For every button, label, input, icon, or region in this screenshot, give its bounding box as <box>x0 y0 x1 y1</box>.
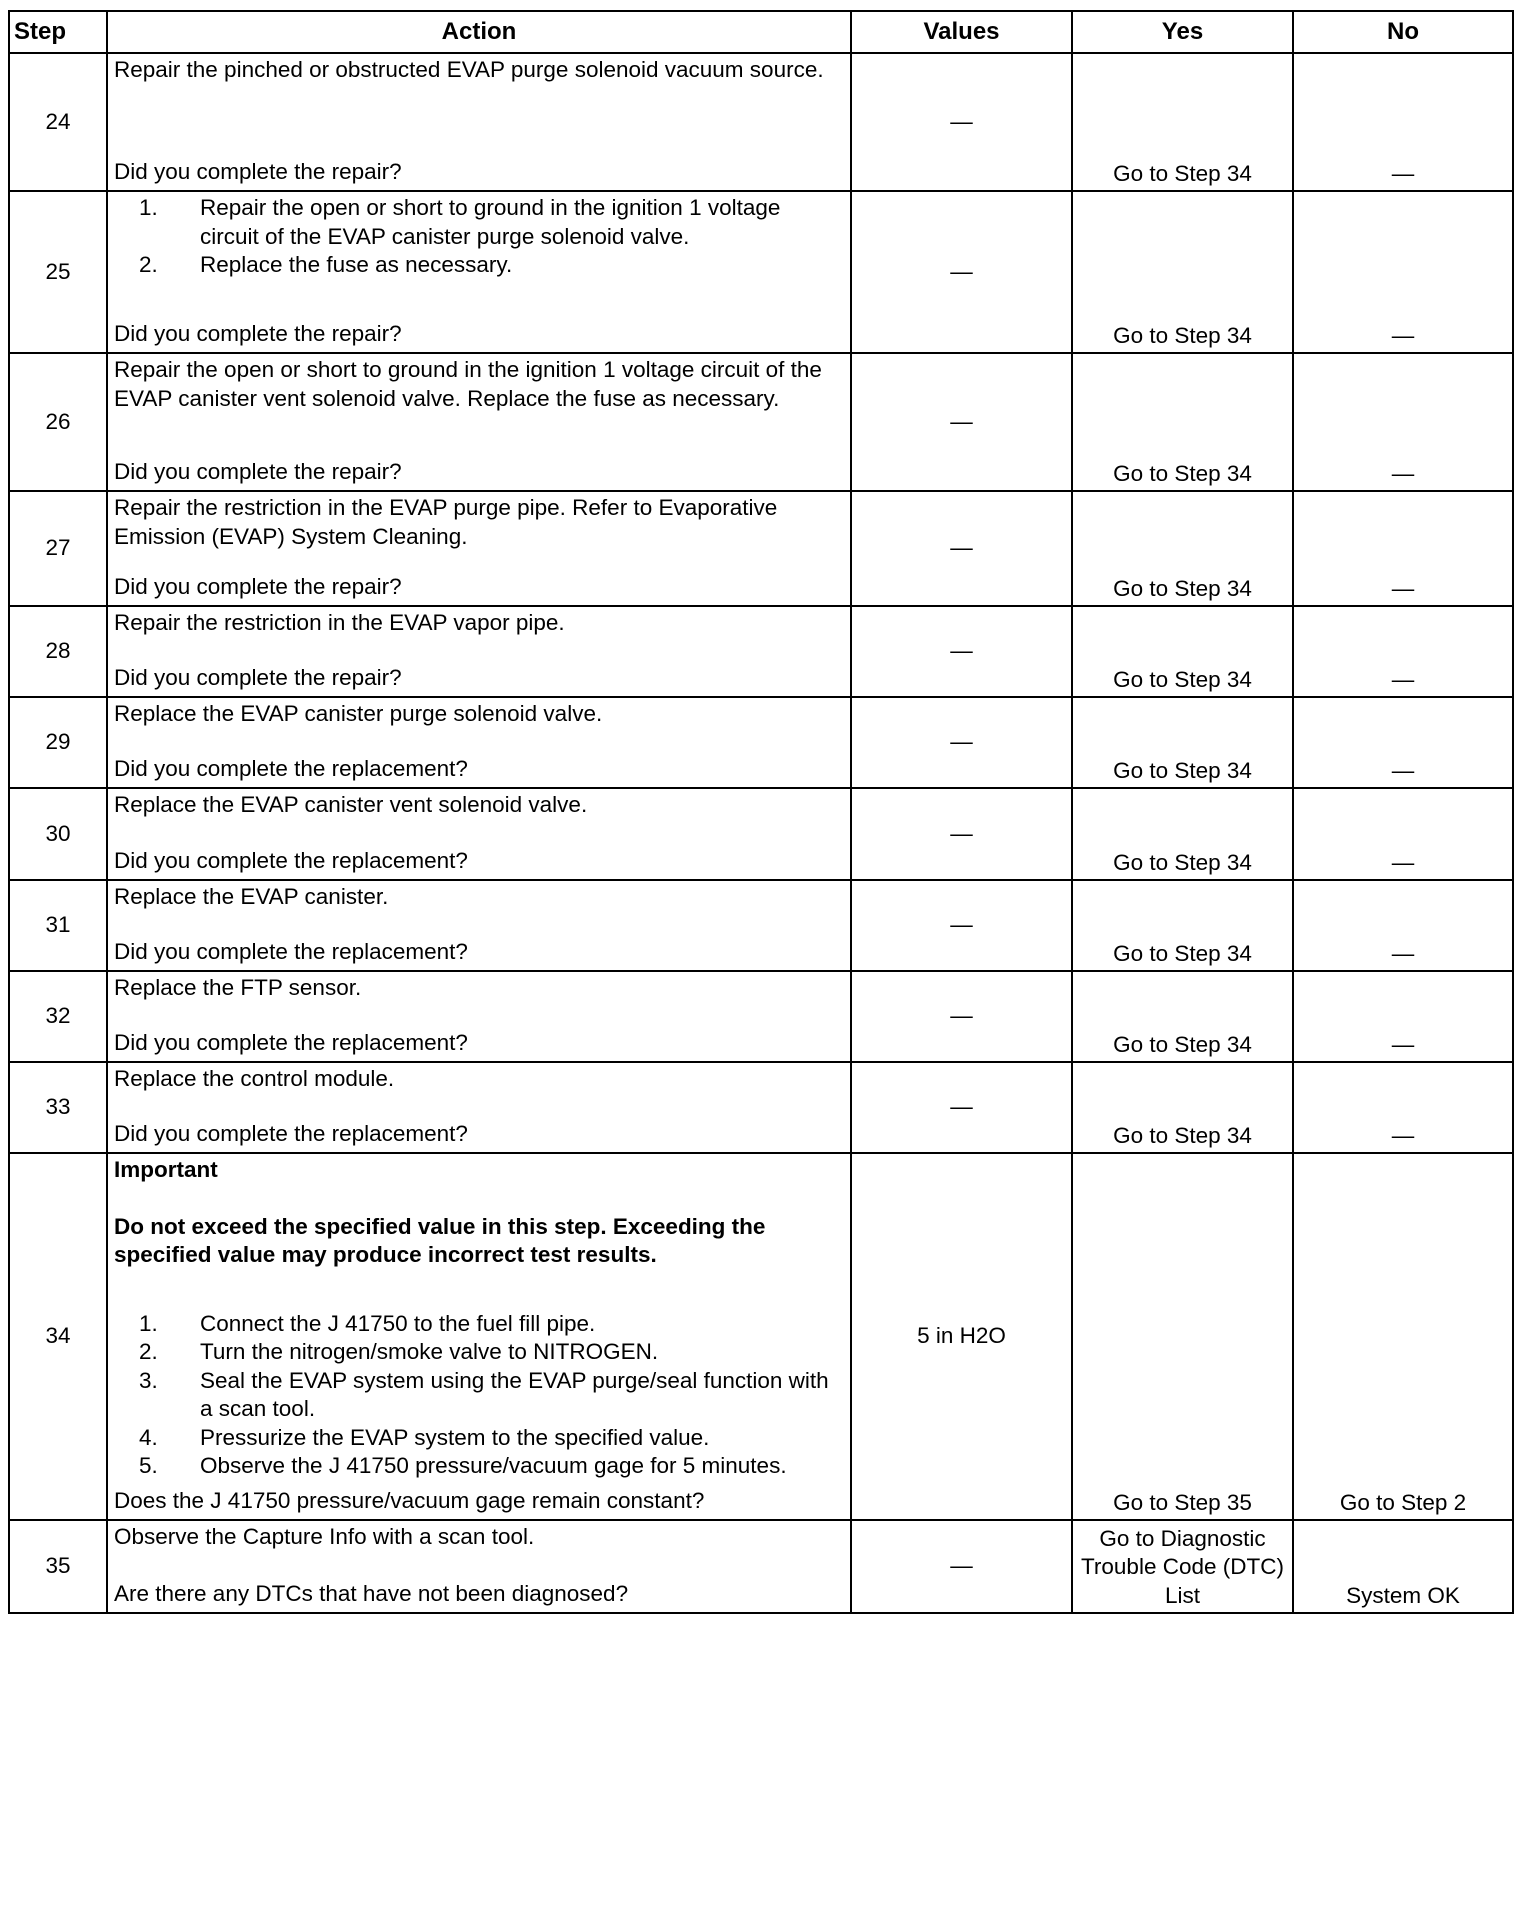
table-body <box>9 53 1513 1613</box>
step-number: 31 <box>9 880 107 971</box>
values-cell: 5 in H2O <box>851 1153 1072 1520</box>
values-cell: — <box>851 1520 1072 1613</box>
action-cell <box>107 1153 851 1520</box>
action-cell <box>107 788 851 880</box>
list-item: 1. Repair the open or short to ground in the ignition 1 voltage circuit of the EVAP canister purge solenoid valve. <box>164 194 844 251</box>
yes-cell <box>1072 788 1293 880</box>
no-cell <box>1293 971 1513 1062</box>
action-cell <box>107 606 851 697</box>
values-cell: — <box>851 191 1072 353</box>
no-cell <box>1293 191 1513 353</box>
yes-result: Go to Step 34 <box>1113 322 1252 348</box>
header-row <box>9 11 1513 53</box>
no-result: Go to Step 2 <box>1339 1489 1467 1515</box>
action-cell <box>107 1062 851 1153</box>
table-row <box>9 1062 1513 1153</box>
action-text: Replace the EVAP canister vent solenoid valve. <box>114 792 588 817</box>
no-cell <box>1293 353 1513 491</box>
yes-cell <box>1072 1520 1293 1613</box>
yes-result: Go to Step 34 <box>1113 460 1252 486</box>
action-text: Repair the pinched or obstructed EVAP purge solenoid vacuum source. <box>114 57 824 82</box>
no-result: — <box>1391 849 1415 875</box>
header-yes: Yes <box>1072 11 1293 53</box>
no-result: — <box>1391 322 1415 348</box>
action-question: Did you complete the replacement? <box>114 1120 468 1146</box>
list-item: 2. Turn the nitrogen/smoke valve to NITROGEN. <box>164 1338 844 1367</box>
no-cell <box>1293 1062 1513 1153</box>
table-row <box>9 697 1513 788</box>
no-result: — <box>1391 1122 1415 1148</box>
action-steps-list <box>114 194 844 280</box>
action-text: Repair the open or short to ground in the ignition 1 voltage circuit of the EVAP canister vent solenoid valve. Replace the fuse as necessary. <box>114 357 822 411</box>
action-cell <box>107 697 851 788</box>
important-text: Do not exceed the specified value in this step. Exceeding the specified value may produce incorrect test results. <box>114 1213 766 1267</box>
table-row <box>9 971 1513 1062</box>
action-steps-list <box>114 1310 844 1481</box>
action-cell <box>107 971 851 1062</box>
yes-result: Go to Step 34 <box>1113 575 1252 601</box>
yes-cell <box>1072 53 1293 191</box>
step-number: 25 <box>9 191 107 353</box>
action-text: Repair the restriction in the EVAP vapor pipe. <box>114 610 565 635</box>
step-number: 33 <box>9 1062 107 1153</box>
no-cell <box>1293 1520 1513 1613</box>
action-question: Did you complete the replacement? <box>114 755 468 781</box>
step-number: 30 <box>9 788 107 880</box>
no-result: — <box>1391 160 1415 186</box>
values-cell: — <box>851 53 1072 191</box>
step-number: 27 <box>9 491 107 606</box>
no-cell <box>1293 697 1513 788</box>
values-cell: — <box>851 971 1072 1062</box>
important-label: Important <box>114 1157 218 1182</box>
action-question: Did you complete the repair? <box>114 664 402 690</box>
yes-result: Go to Step 34 <box>1113 757 1252 783</box>
yes-cell <box>1072 606 1293 697</box>
table-row <box>9 788 1513 880</box>
list-item: 4. Pressurize the EVAP system to the specified value. <box>164 1424 844 1453</box>
action-cell <box>107 880 851 971</box>
action-question: Did you complete the repair? <box>114 158 402 184</box>
values-cell: — <box>851 697 1072 788</box>
values-cell: — <box>851 606 1072 697</box>
yes-cell <box>1072 697 1293 788</box>
yes-cell <box>1072 971 1293 1062</box>
action-cell <box>107 53 851 191</box>
no-result: — <box>1391 460 1415 486</box>
header-step: Step <box>9 11 107 53</box>
no-cell <box>1293 880 1513 971</box>
action-question: Did you complete the replacement? <box>114 938 468 964</box>
step-number: 34 <box>9 1153 107 1520</box>
step-number: 28 <box>9 606 107 697</box>
yes-cell <box>1072 880 1293 971</box>
action-cell <box>107 1520 851 1613</box>
step-number: 35 <box>9 1520 107 1613</box>
yes-result: Go to Step 35 <box>1113 1489 1252 1515</box>
step-number: 29 <box>9 697 107 788</box>
diagnostic-table <box>8 10 1514 1614</box>
action-cell <box>107 353 851 491</box>
no-cell <box>1293 1153 1513 1520</box>
no-result: — <box>1391 1031 1415 1057</box>
yes-result: Go to Step 34 <box>1113 940 1252 966</box>
no-cell <box>1293 53 1513 191</box>
table-row <box>9 491 1513 606</box>
yes-cell <box>1072 491 1293 606</box>
yes-cell <box>1072 191 1293 353</box>
table-row <box>9 1520 1513 1613</box>
no-result: System OK <box>1346 1582 1460 1608</box>
step-number: 32 <box>9 971 107 1062</box>
list-item: 3. Seal the EVAP system using the EVAP purge/seal function with a scan tool. <box>164 1367 844 1424</box>
no-cell <box>1293 491 1513 606</box>
no-result: — <box>1391 575 1415 601</box>
values-cell: — <box>851 788 1072 880</box>
action-question: Did you complete the repair? <box>114 458 402 484</box>
no-result: — <box>1391 940 1415 966</box>
action-question: Did you complete the replacement? <box>114 1029 468 1055</box>
action-question: Are there any DTCs that have not been diagnosed? <box>114 1580 629 1606</box>
action-text: Replace the control module. <box>114 1066 395 1091</box>
list-item: 1. Connect the J 41750 to the fuel fill pipe. <box>164 1310 844 1339</box>
values-cell: — <box>851 1062 1072 1153</box>
action-cell <box>107 491 851 606</box>
action-text: Repair the restriction in the EVAP purge pipe. Refer to Evaporative Emission (EVAP) System Cleaning. <box>114 495 778 549</box>
table-row <box>9 353 1513 491</box>
action-text: Replace the FTP sensor. <box>114 975 362 1000</box>
yes-result: Go to Step 34 <box>1113 849 1252 875</box>
values-cell: — <box>851 880 1072 971</box>
header-action: Action <box>107 11 851 53</box>
yes-cell <box>1072 1062 1293 1153</box>
list-item: 2. Replace the fuse as necessary. <box>164 251 844 280</box>
table-row <box>9 53 1513 191</box>
table-row <box>9 880 1513 971</box>
table-row <box>9 606 1513 697</box>
list-item: 5. Observe the J 41750 pressure/vacuum gage for 5 minutes. <box>164 1452 844 1481</box>
action-text: Replace the EVAP canister purge solenoid valve. <box>114 701 603 726</box>
header-values: Values <box>851 11 1072 53</box>
values-cell: — <box>851 491 1072 606</box>
step-number: 24 <box>9 53 107 191</box>
action-question: Did you complete the replacement? <box>114 847 468 873</box>
yes-result: Go to Step 34 <box>1113 160 1252 186</box>
yes-result: Go to Diagnostic Trouble Code (DTC) List <box>1081 1525 1284 1608</box>
action-question: Did you complete the repair? <box>114 573 402 599</box>
yes-result: Go to Step 34 <box>1113 666 1252 692</box>
no-result: — <box>1391 666 1415 692</box>
action-cell <box>107 191 851 353</box>
yes-result: Go to Step 34 <box>1113 1122 1252 1148</box>
yes-cell <box>1072 1153 1293 1520</box>
values-cell: — <box>851 353 1072 491</box>
no-cell <box>1293 788 1513 880</box>
action-question: Does the J 41750 pressure/vacuum gage remain constant? <box>114 1487 705 1513</box>
no-result: — <box>1391 757 1415 783</box>
action-text: Replace the EVAP canister. <box>114 884 389 909</box>
action-question: Did you complete the repair? <box>114 320 402 346</box>
step-number: 26 <box>9 353 107 491</box>
no-cell <box>1293 606 1513 697</box>
yes-cell <box>1072 353 1293 491</box>
header-no: No <box>1293 11 1513 53</box>
action-text: Observe the Capture Info with a scan tool. <box>114 1524 535 1549</box>
yes-result: Go to Step 34 <box>1113 1031 1252 1057</box>
table-row <box>9 191 1513 353</box>
table-row <box>9 1153 1513 1520</box>
